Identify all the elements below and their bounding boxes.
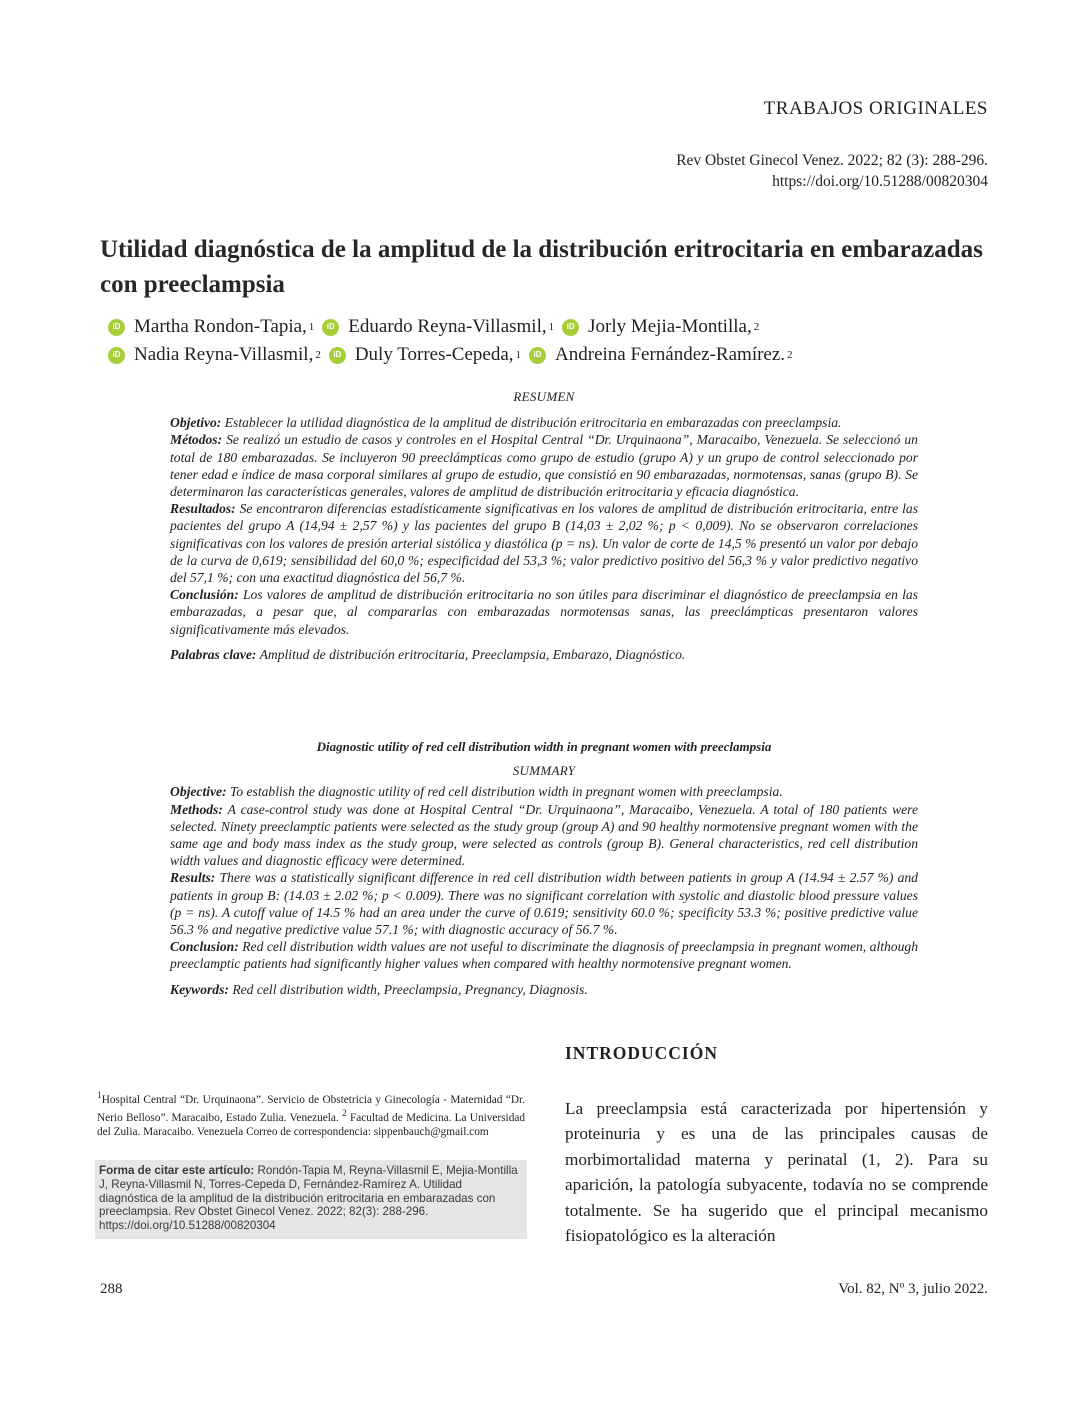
resumen-block [170,388,918,663]
author [108,341,321,369]
affil-text-1: Hospital Central “Dr. Urquinaona”. Servicio de Obstetricia y Ginecología - Maternidad “Dr. Nerio Belloso”. Maracaibo, Estado Zulia. Venezuela. [97,1093,525,1124]
affil-text-2: Facultad de Medicina. La Universidad del Zulia. Maracaibo. Venezuela Correo de correspondencia: sippenbauch@gmail.com [97,1111,526,1139]
article-title: Utilidad diagnóstica de la amplitud de la distribución eritrocitaria en embarazadas con preeclampsia [100,236,983,298]
cite-box [95,1160,527,1239]
author-list [108,313,988,369]
author [322,313,554,341]
conclusion-label: Conclusion: [170,939,239,955]
summary-heading: SUMMARY [512,763,576,779]
resultados-text: Se encontraron diferencias estadísticamente significativas en los valores de amplitud de distribución eritrocitaria, entre las pacientes del grupo A (14,94 ± 2,57 %) y las pacientes del grupo B (14,03 ± 2,02 %; p < 0,009). No se observaron correlaciones significativas con los valores de presión arterial sistólica y diastólica (p = ns). Un valor de corte de 14,5 % presentó un valor por debajo de la curva de 0,619; sensibilidad del 60,0 %; especificidad del 53,3 %; valor predictivo positivo del 56,3 % y valor predictivo negativo del 57,1 %; con una exactitud diagnóstica del 56,7 %. [170,501,918,586]
resumen-objetivo [170,414,918,431]
methods-label: Methods: [170,801,223,817]
orcid-icon[interactable]: iD [108,319,125,336]
orcid-icon[interactable]: iD [322,319,339,336]
author-name: Andreina Fernández-Ramírez. [555,344,786,365]
affiliation-footnote [97,1089,525,1140]
author-affil: 2 [787,349,793,361]
orcid-icon[interactable]: iD [329,347,346,364]
resumen-resultados [170,500,918,586]
author-name: Nadia Reyna-Villasmil, [134,344,314,365]
author-line-1 [108,313,988,341]
author-affil: 1 [308,321,315,333]
author [329,341,521,369]
objective-label: Objective: [170,784,227,800]
introduction-text: La preeclampsia está caracterizada por hipertensión y proteinuria y es una de las principales causas de morbimortalidad materna y perinatal (1, 2). Para su aparición, la patología subyacente, todavía no se comprende totalmente. Se ha sugerido que el principal mecanismo fisiopatológico es la alteración [565,1099,988,1246]
resumen-conclusion [170,586,918,638]
english-title: Diagnostic utility of red cell distribution width in pregnant women with preeclampsia [316,739,772,754]
conclusion-text: Red cell distribution width values are not useful to discriminate the diagnosis of preeclampsia in pregnant women, although preeclamptic patients had significantly higher values when compared with healthy normotensive pregnant women. [170,939,918,972]
affil-sup-2: 2 [342,1109,347,1120]
author-name: Duly Torres-Cepeda, [354,344,514,365]
author-name: Jorly Mejia-Montilla, [588,316,752,337]
resultados-label: Resultados: [170,501,236,517]
author-affil: 1 [515,349,522,361]
keywords-label: Palabras clave: [170,646,257,662]
objetivo-label: Objetivo: [170,415,222,431]
keywords-text: Red cell distribution width, Preeclampsia, Pregnancy, Diagnosis. [232,981,588,997]
objetivo-text: Establecer la utilidad diagnóstica de la amplitud de distribución eritrocitaria en embarazadas con preeclampsia. [224,415,842,431]
author [529,341,793,369]
results-text: There was a statistically significant difference in red cell distribution width between patients in group A (14.94 ± 2.57 %) and patients in group B: (14.03 ± 2.02 %; p < 0.009). There was no significant correlation with systolic and diastolic blood pressure values (p = ns). A cutoff value of 14.5 % had an area under the curve of 0.619; sensitivity 60.0 %; specificity 53.3 %; positive predictive value 56.3 % and negative predictive value 57.1 %; with diagnostic accuracy of 56.7 %. [170,870,918,938]
author [562,313,759,341]
conclusion-text: Los valores de amplitud de distribución eritrocitaria no son útiles para discriminar el diagnóstico de preeclampsia en las embarazadas, a pesar que, al compararlas con embarazadas normotensas sanas, las preeclámpticas presentaron valores significativamente más elevados. [170,587,918,637]
cite-text: Rondón-Tapia M, Reyna-Villasmil E, Mejia-Montilla J, Reyna-Villasmil N, Torres-Cepeda D, Fernández-Ramírez A. Utilidad diagnóstica de la amplitud de la distribución eritrocitaria en embarazadas con preeclampsia. Rev Obstet Ginecol Venez. 2022; 82(3): 288-296. https://doi.org/10.51288/00820304 [99,1164,518,1233]
summary-results [170,869,918,938]
metodos-label: Métodos: [170,432,223,448]
author-affil: 2 [315,349,321,361]
summary-block [170,738,918,998]
cite-label: Forma de citar este artículo: [99,1164,255,1177]
author-affil: 1 [548,321,555,333]
section-label: TRABAJOS ORIGINALES [763,98,988,119]
orcid-icon[interactable]: iD [529,347,546,364]
resumen-keywords [170,646,918,663]
page-number: 288 [100,1281,123,1297]
volume-info: Vol. 82, Nº 3, julio 2022. [838,1281,988,1297]
doi-link[interactable]: https://doi.org/10.51288/00820304 [772,173,988,190]
citation-text: Rev Obstet Ginecol Venez. 2022; 82 (3): 288-296. [676,152,988,169]
conclusion-label: Conclusión: [170,587,239,603]
author-affil: 2 [753,321,760,333]
resumen-heading: RESUMEN [513,389,575,404]
keywords-label: Keywords: [170,981,229,997]
affil-sup-1: 1 [97,1091,102,1101]
orcid-icon[interactable]: iD [562,319,579,336]
author-line-2 [108,341,988,369]
author-name: Martha Rondon-Tapia, [134,316,307,337]
summary-keywords [170,981,918,998]
orcid-icon[interactable]: iD [108,347,125,364]
objective-text: To establish the diagnostic utility of red cell distribution width in pregnant women with preeclampsia. [230,784,783,800]
author-name: Eduardo Reyna-Villasmil, [348,316,547,337]
summary-methods [170,801,918,870]
resumen-metodos [170,431,918,500]
summary-conclusion [170,938,918,972]
keywords-text: Amplitud de distribución eritrocitaria, Preeclampsia, Embarazo, Diagnóstico. [259,646,686,662]
summary-objective [170,783,918,800]
author [108,313,314,341]
journal-citation [428,150,988,192]
metodos-text: Se realizó un estudio de casos y controles en el Hospital Central “Dr. Urquinaona”, Maracaibo, Venezuela. Se seleccionó un total de 180 embarazadas. Se incluyeron 90 preeclámpticas como grupo de estudio (grupo A) y un grupo de control seleccionado por tener edad e índice de masa corporal similares al grupo de estudio, que consistió en 90 embarazadas, normotensas, sanas (grupo B). Se determinaron las características generales, valores de amplitud de distribución eritrocitaria y eficacia diagnóstica. [170,432,918,500]
introduction-heading: INTRODUCCIÓN [565,1043,718,1063]
results-label: Results: [170,870,216,886]
methods-text: A case-control study was done at Hospital Central “Dr. Urquinaona”, Maracaibo, Venezuela. A total of 180 patients were selected. Ninety preeclamptic patients were selected as the study group (group A) and 90 healthy normotensive pregnant women with the same age and body mass index as the study group, were selected as controls (group B). General characteristics, red cell distribution width values and diagnostic efficacy were determined. [170,801,919,869]
